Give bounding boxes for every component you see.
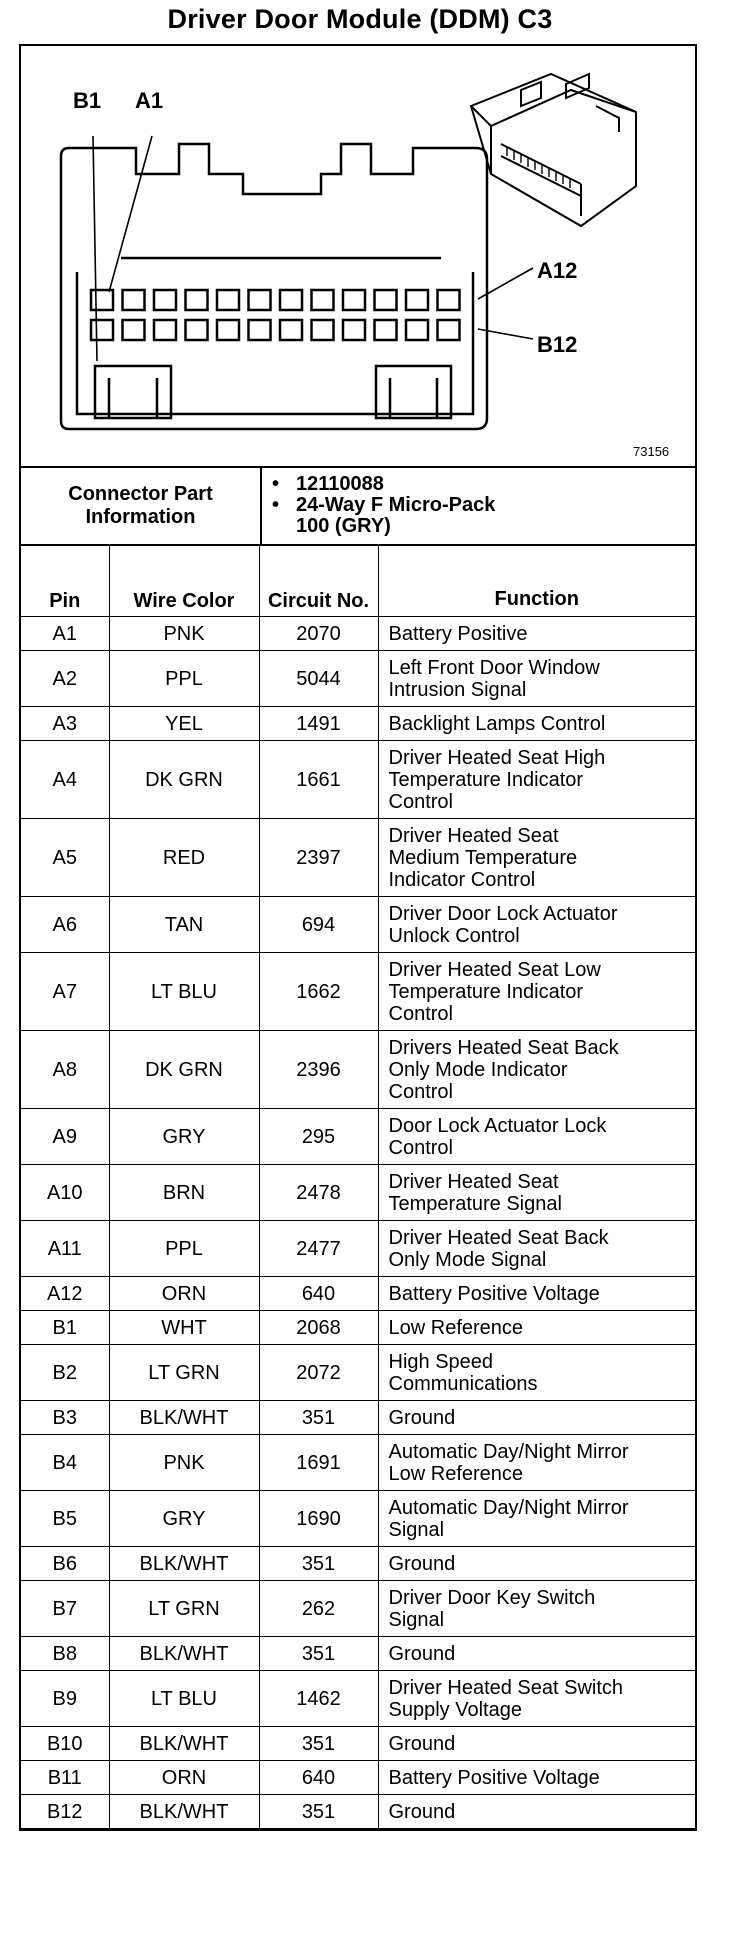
function-cell <box>378 1165 695 1221</box>
part-number: • 12110088 <box>296 474 695 495</box>
function-line: Indicator Control <box>388 868 536 891</box>
function-line: Driver Heated Seat <box>388 1170 559 1193</box>
function-line: Left Front Door Window <box>388 656 600 679</box>
pin-cell: A7 <box>21 953 109 1031</box>
circuit-cell: 2396 <box>259 1031 378 1109</box>
function-line: Temperature Indicator <box>388 768 584 791</box>
circuit-cell: 1662 <box>259 953 378 1031</box>
a1-callout-label: A1 <box>135 88 164 113</box>
pinout-rows <box>21 617 695 1829</box>
wire-color-cell: LT BLU <box>109 953 259 1031</box>
function-line: Control <box>388 1080 453 1103</box>
table-header-row <box>21 546 695 617</box>
wire-color-cell: LT GRN <box>109 1581 259 1637</box>
pin-cell: B6 <box>21 1547 109 1581</box>
function-line: Temperature Indicator <box>388 980 584 1003</box>
b12-callout-label: B12 <box>537 332 578 357</box>
function-cell <box>378 651 695 707</box>
connector-table-frame <box>19 44 697 1831</box>
pin-cell: A11 <box>21 1221 109 1277</box>
connector-part-information <box>21 468 695 546</box>
pin-cell: B11 <box>21 1761 109 1795</box>
circuit-cell: 1691 <box>259 1435 378 1491</box>
wire-color-cell: BRN <box>109 1165 259 1221</box>
pin-cavity <box>186 320 208 340</box>
function-line: Battery Positive Voltage <box>388 1766 600 1789</box>
wire-color-cell: PNK <box>109 617 259 651</box>
pin-cavity <box>438 320 460 340</box>
page-title: Driver Door Module (DDM) C3 <box>167 4 553 34</box>
function-line: Ground <box>388 1732 456 1755</box>
header-pin: Pin <box>21 546 109 617</box>
function-cell <box>378 617 695 651</box>
function-line: Drivers Heated Seat Back <box>388 1036 619 1059</box>
connector-description-cont: 100 (GRY) <box>296 515 391 537</box>
circuit-cell: 295 <box>259 1109 378 1165</box>
pin-cell: A9 <box>21 1109 109 1165</box>
pin-cavity <box>217 290 239 310</box>
function-line: Only Mode Signal <box>388 1248 547 1271</box>
table-row <box>21 1277 695 1311</box>
function-line: Control <box>388 1002 453 1025</box>
function-cell <box>378 1671 695 1727</box>
function-cell <box>378 897 695 953</box>
circuit-cell: 640 <box>259 1761 378 1795</box>
connector-face-drawing <box>21 46 695 466</box>
wire-color-cell: DK GRN <box>109 1031 259 1109</box>
function-cell <box>378 1401 695 1435</box>
circuit-cell: 1661 <box>259 741 378 819</box>
circuit-cell: 351 <box>259 1637 378 1671</box>
function-line: Supply Voltage <box>388 1698 522 1721</box>
circuit-cell: 1491 <box>259 707 378 741</box>
function-line: Control <box>388 790 453 813</box>
pin-cell: B12 <box>21 1795 109 1829</box>
right-latch-slot <box>376 366 451 418</box>
circuit-cell: 1690 <box>259 1491 378 1547</box>
function-line: Battery Positive Voltage <box>388 1282 600 1305</box>
function-cell <box>378 953 695 1031</box>
circuit-cell: 2477 <box>259 1221 378 1277</box>
table-row <box>21 1311 695 1345</box>
function-cell <box>378 1221 695 1277</box>
pin-cavity <box>312 320 334 340</box>
function-cell <box>378 1795 695 1829</box>
function-line: Signal <box>388 1518 445 1541</box>
table-row <box>21 1435 695 1491</box>
table-row <box>21 1761 695 1795</box>
function-line: Driver Heated Seat Back <box>388 1226 609 1249</box>
function-cell <box>378 1761 695 1795</box>
wire-color-cell: YEL <box>109 707 259 741</box>
connector-isometric-view <box>471 74 636 226</box>
function-cell <box>378 707 695 741</box>
function-cell <box>378 1727 695 1761</box>
function-cell <box>378 1109 695 1165</box>
pin-cell: A10 <box>21 1165 109 1221</box>
function-line: Low Reference <box>388 1462 524 1485</box>
function-line: Door Lock Actuator Lock <box>388 1114 607 1137</box>
left-latch-slot <box>95 366 171 418</box>
wire-color-cell: BLK/WHT <box>109 1401 259 1435</box>
pin-cell: B8 <box>21 1637 109 1671</box>
circuit-cell: 2070 <box>259 617 378 651</box>
pin-cavity <box>438 290 460 310</box>
header-function: Function <box>378 546 695 617</box>
circuit-cell: 1462 <box>259 1671 378 1727</box>
b1-callout-label: B1 <box>73 88 102 113</box>
table-row <box>21 1345 695 1401</box>
function-cell <box>378 819 695 897</box>
function-line: Driver Heated Seat High <box>388 746 606 769</box>
function-line: Intrusion Signal <box>388 678 527 701</box>
pin-cavity <box>123 320 145 340</box>
wire-color-cell: BLK/WHT <box>109 1795 259 1829</box>
circuit-cell: 2478 <box>259 1165 378 1221</box>
circuit-cell: 351 <box>259 1727 378 1761</box>
function-line: Low Reference <box>388 1316 524 1339</box>
pin-cavity <box>343 290 365 310</box>
function-line: Battery Positive <box>388 622 528 645</box>
function-line: Driver Heated Seat Low <box>388 958 601 981</box>
wire-color-cell: BLK/WHT <box>109 1547 259 1581</box>
connector-info-list <box>262 468 695 544</box>
pin-cavity <box>406 320 428 340</box>
function-line: Driver Heated Seat Switch <box>388 1676 624 1699</box>
table-row <box>21 819 695 897</box>
wire-color-cell: LT BLU <box>109 1671 259 1727</box>
pin-cavity <box>91 290 113 310</box>
function-line: Control <box>388 1136 453 1159</box>
pin-cavity <box>343 320 365 340</box>
function-cell <box>378 1031 695 1109</box>
function-line: Ground <box>388 1406 456 1429</box>
pin-cavity <box>375 320 397 340</box>
table-row <box>21 617 695 651</box>
circuit-cell: 351 <box>259 1547 378 1581</box>
table-row <box>21 1671 695 1727</box>
pin-cell: B10 <box>21 1727 109 1761</box>
wire-color-cell: PPL <box>109 651 259 707</box>
table-row <box>21 953 695 1031</box>
circuit-cell: 351 <box>259 1795 378 1829</box>
pin-cavity <box>217 320 239 340</box>
function-line: Driver Door Lock Actuator <box>388 902 618 925</box>
function-cell <box>378 1277 695 1311</box>
table-row <box>21 1637 695 1671</box>
function-cell <box>378 1491 695 1547</box>
circuit-cell: 2072 <box>259 1345 378 1401</box>
pin-cell: A6 <box>21 897 109 953</box>
wire-color-cell: DK GRN <box>109 741 259 819</box>
pin-cell: A4 <box>21 741 109 819</box>
wire-color-cell: ORN <box>109 1761 259 1795</box>
wire-color-cell: RED <box>109 819 259 897</box>
function-line: High Speed <box>388 1350 494 1373</box>
wire-color-cell: PNK <box>109 1435 259 1491</box>
function-cell <box>378 1637 695 1671</box>
pin-cell: A1 <box>21 617 109 651</box>
wire-color-cell: BLK/WHT <box>109 1727 259 1761</box>
table-row <box>21 897 695 953</box>
function-line: Driver Heated Seat <box>388 824 559 847</box>
connector-description: • 24-Way F Micro-Pack <box>296 495 695 516</box>
connector-body-outline <box>61 144 487 429</box>
circuit-cell: 2068 <box>259 1311 378 1345</box>
pin-cell: B2 <box>21 1345 109 1401</box>
wire-color-cell: PPL <box>109 1221 259 1277</box>
function-cell <box>378 741 695 819</box>
circuit-cell: 262 <box>259 1581 378 1637</box>
pin-cell: B4 <box>21 1435 109 1491</box>
wire-color-cell: GRY <box>109 1491 259 1547</box>
pin-cavity <box>249 320 271 340</box>
function-line: Only Mode Indicator <box>388 1058 568 1081</box>
table-row <box>21 1795 695 1829</box>
circuit-cell: 2397 <box>259 819 378 897</box>
pin-cell: B7 <box>21 1581 109 1637</box>
header-circuit: Circuit No. <box>259 546 378 617</box>
function-cell <box>378 1547 695 1581</box>
pin-cavity <box>312 290 334 310</box>
function-cell <box>378 1435 695 1491</box>
wire-color-cell: ORN <box>109 1277 259 1311</box>
pin-cell: A8 <box>21 1031 109 1109</box>
pinout-table <box>21 546 695 1829</box>
connector-info-label: Connector Part Information <box>21 468 262 544</box>
function-line: Automatic Day/Night Mirror <box>388 1496 629 1519</box>
function-line: Backlight Lamps Control <box>388 712 606 735</box>
function-cell <box>378 1581 695 1637</box>
function-cell <box>378 1345 695 1401</box>
table-row <box>21 1401 695 1435</box>
function-line: Automatic Day/Night Mirror <box>388 1440 629 1463</box>
pin-cell: B1 <box>21 1311 109 1345</box>
pin-cavity <box>280 290 302 310</box>
table-row <box>21 1581 695 1637</box>
connector-diagram <box>21 46 695 468</box>
pin-cell: A2 <box>21 651 109 707</box>
wire-color-cell: LT GRN <box>109 1345 259 1401</box>
table-row <box>21 1547 695 1581</box>
table-row <box>21 651 695 707</box>
table-row <box>21 1031 695 1109</box>
a12-callout-label: A12 <box>537 258 578 283</box>
table-row <box>21 741 695 819</box>
function-cell <box>378 1311 695 1345</box>
pin-cavity <box>91 320 113 340</box>
a1-leader-line <box>109 136 152 292</box>
wire-color-cell: TAN <box>109 897 259 953</box>
pin-cavity <box>186 290 208 310</box>
pin-cavities <box>91 290 460 340</box>
function-line: Ground <box>388 1800 456 1823</box>
function-line: Ground <box>388 1552 456 1575</box>
function-line: Medium Temperature <box>388 846 578 869</box>
pin-cavity <box>280 320 302 340</box>
pin-cavity <box>154 320 176 340</box>
wire-color-cell: BLK/WHT <box>109 1637 259 1671</box>
pin-cell: B9 <box>21 1671 109 1727</box>
pin-cell: B5 <box>21 1491 109 1547</box>
table-row <box>21 1491 695 1547</box>
pin-cell: A12 <box>21 1277 109 1311</box>
table-row <box>21 1727 695 1761</box>
pin-cavity <box>154 290 176 310</box>
circuit-cell: 694 <box>259 897 378 953</box>
table-row <box>21 1165 695 1221</box>
pin-cavity <box>375 290 397 310</box>
pin-cavity <box>249 290 271 310</box>
pin-cavity <box>123 290 145 310</box>
function-line: Ground <box>388 1642 456 1665</box>
function-line: Driver Door Key Switch <box>388 1586 596 1609</box>
table-row <box>21 1221 695 1277</box>
wire-color-cell: WHT <box>109 1311 259 1345</box>
function-line: Unlock Control <box>388 924 520 947</box>
wire-color-cell: GRY <box>109 1109 259 1165</box>
circuit-cell: 640 <box>259 1277 378 1311</box>
function-line: Temperature Signal <box>388 1192 562 1215</box>
pin-cell: A3 <box>21 707 109 741</box>
header-wire-color: Wire Color <box>109 546 259 617</box>
figure-number: 73156 <box>633 444 670 459</box>
circuit-cell: 5044 <box>259 651 378 707</box>
pin-cavity <box>406 290 428 310</box>
circuit-cell: 351 <box>259 1401 378 1435</box>
pin-cell: A5 <box>21 819 109 897</box>
table-row <box>21 1109 695 1165</box>
table-row <box>21 707 695 741</box>
function-line: Signal <box>388 1608 445 1631</box>
function-line: Communications <box>388 1372 538 1395</box>
pin-cell: B3 <box>21 1401 109 1435</box>
